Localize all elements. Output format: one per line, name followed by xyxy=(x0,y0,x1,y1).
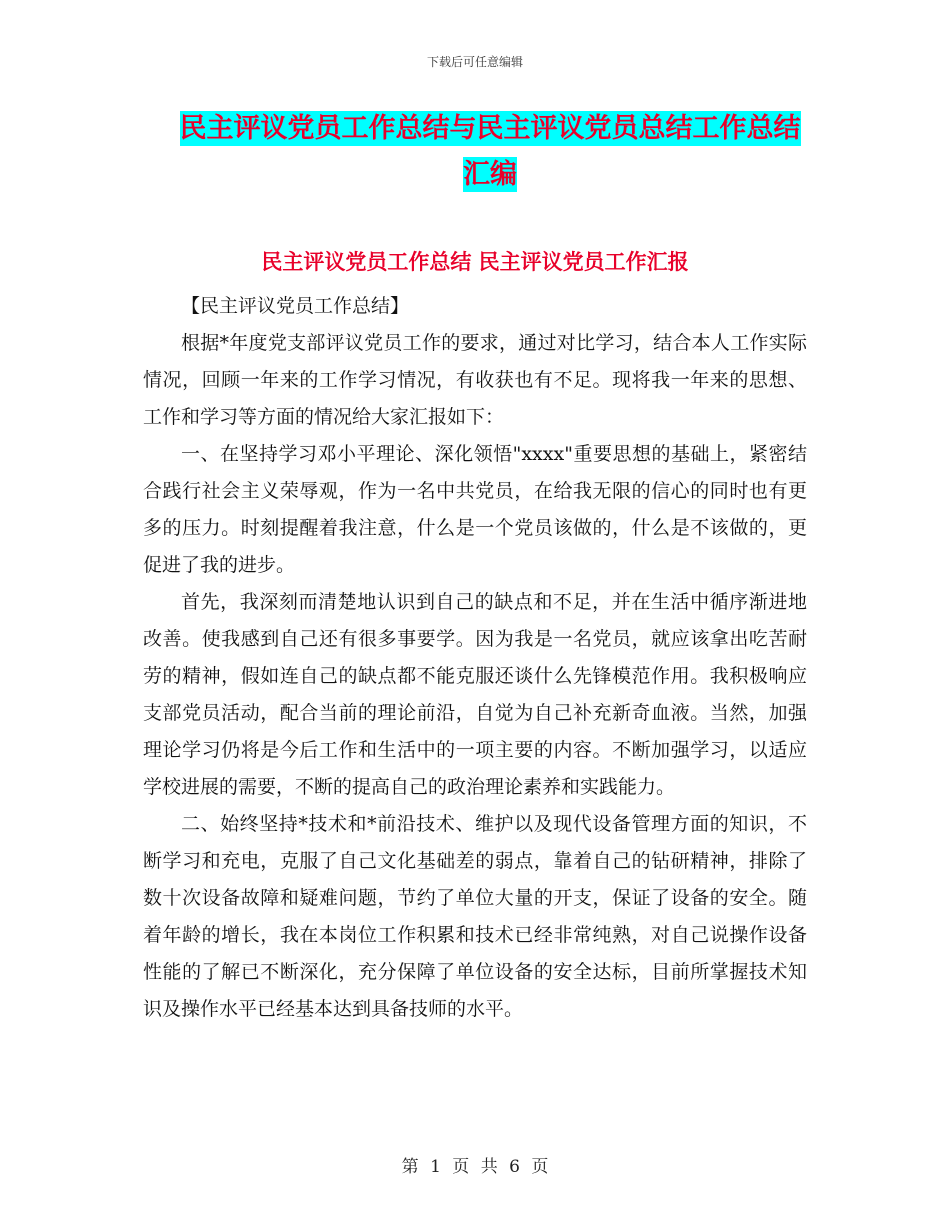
paragraph: 首先，我深刻而清楚地认识到自己的缺点和不足，并在生活中循序渐进地改善。使我感到自己还有很多事要学。因为我是一名党员，就应该拿出吃苦耐劳的精神，假如连自己的缺点都不能克服还谈什么先锋模范作用。我积极响应支部党员活动，配合当前的理论前沿，自觉为自己补充新奇血液。当然，加强理论学习仍将是今后工作和生活中的一项主要的内容。不断加强学习，以适应学校进展的需要，不断的提高自己的政治理论素养和实践能力。 xyxy=(143,591,807,798)
body-text xyxy=(143,288,807,1028)
document-title xyxy=(170,106,810,198)
document-title-text: 民主评议党员工作总结与民主评议党员总结工作总结汇编 xyxy=(179,113,801,190)
page-footer: 第 1 页 共 6 页 xyxy=(401,1157,549,1177)
paragraph: 【民主评议党员工作总结】 xyxy=(181,295,410,317)
section-title: 民主评议党员工作总结 民主评议党员工作汇报 xyxy=(261,250,689,274)
header-note: 下载后可任意编辑 xyxy=(426,55,523,69)
paragraph: 二、始终坚持*技术和*前沿技术、维护以及现代设备管理方面的知识，不断学习和充电，克服了自己文化基础差的弱点，靠着自己的钻研精神，排除了数十次设备故障和疑难问题，节约了单位大量的开支，保证了设备的安全。随着年龄的增长，我在本岗位工作积累和技术已经非常纯熟，对自己说操作设备性能的了解已不断深化，充分保障了单位设备的安全达标，目前所掌握技术知识及操作水平已经基本达到具备技师的水平。 xyxy=(143,813,807,1020)
paragraph: 一、在坚持学习邓小平理论、深化领悟"xxxx"重要思想的基础上，紧密结合践行社会主义荣辱观，作为一名中共党员，在给我无限的信心的同时也有更多的压力。时刻提醒着我注意，什么是一个党员该做的，什么是不该做的，更促进了我的进步。 xyxy=(143,443,807,576)
paragraph: 根据*年度党支部评议党员工作的要求，通过对比学习，结合本人工作实际情况，回顾一年来的工作学习情况，有收获也有不足。现将我一年来的思想、工作和学习等方面的情况给大家汇报如下： xyxy=(143,332,807,428)
